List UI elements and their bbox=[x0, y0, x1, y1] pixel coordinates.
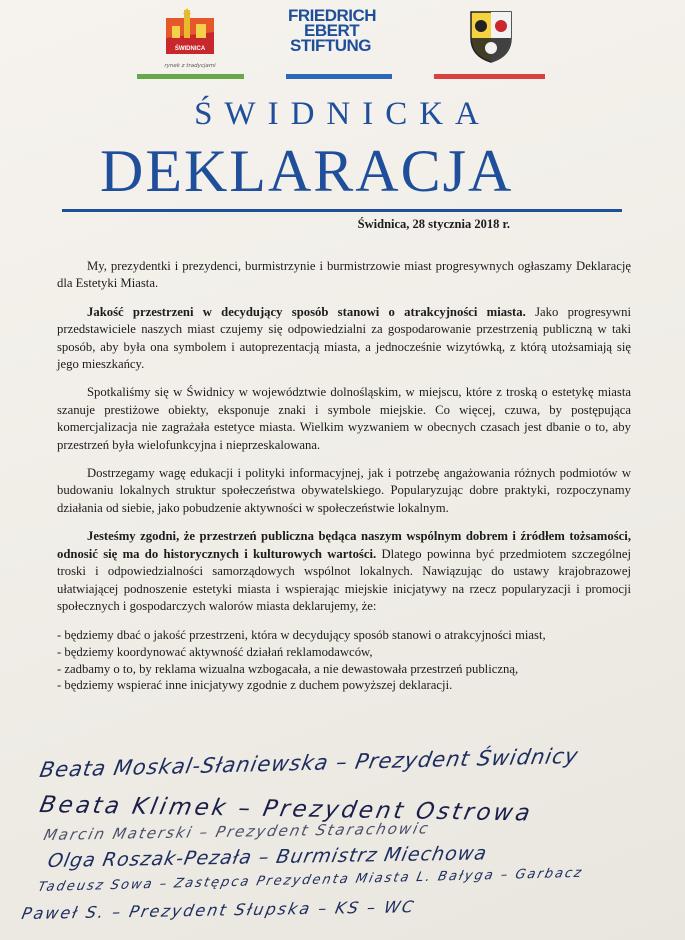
document-date: Świdnica, 28 stycznia 2018 r. bbox=[357, 217, 510, 231]
list-item: - będziemy wspierać inne inicjatywy zgodnie z duchem powyższej deklaracji. bbox=[57, 678, 453, 693]
swidnica-logo bbox=[150, 8, 230, 69]
paragraph-1: My, prezydentki i prezydenci, burmistrzynie i burmistrzowie miast progresywnych ogłaszamy Deklarację dla Estetyki Miasta. bbox=[57, 259, 631, 291]
fes-logo-line1: FRIEDRICH bbox=[288, 6, 377, 25]
blue-bar bbox=[286, 74, 392, 79]
paragraph-2-bold: Jakość przestrzeni w decydujący sposób stanowi o atrakcyjności miasta. bbox=[87, 304, 526, 319]
title-line-1: ŚWIDNICKA bbox=[194, 96, 491, 132]
paragraph-5-rest: Dlatego powinna być przedmiotem szczególnej troski i odpowiedzialności samorządowych wspólnot lokalnych. Nawiązując do ustawy krajobrazowej ułatwiającej podnoszenie estetyki miasta i wspierając miejskie inicjatywy na rzecz popularyzacji i promocji społecznych i gospodarczych walorów miasta deklarujemy, że: bbox=[57, 546, 631, 613]
swidnica-logo-name: ŚWIDNICA bbox=[174, 46, 206, 52]
swidnica-crest-icon bbox=[150, 8, 230, 60]
signature-5: Tadeusz Sowa – Zastępca Prezydenta Miasta L. Bałyga – Garbacz bbox=[36, 865, 585, 896]
red-bar bbox=[434, 74, 545, 79]
green-bar bbox=[137, 74, 244, 79]
signature-3: Marcin Materski – Prezydent Starachowic bbox=[41, 819, 432, 845]
fes-logo-line2: EBERT bbox=[304, 21, 360, 40]
declaration-body bbox=[57, 258, 631, 694]
swidnica-logo-tagline: rynek z tradycjami bbox=[164, 63, 216, 69]
paragraph-5 bbox=[57, 528, 631, 615]
title-line-2: DEKLARACJA bbox=[100, 138, 514, 204]
fes-logo-line3: STIFTUNG bbox=[290, 36, 371, 55]
fes-logo bbox=[288, 8, 388, 53]
signature-1: Beata Moskal-Słaniewska – Prezydent Świdnicy bbox=[37, 743, 581, 783]
signature-4: Olga Roszak-Pezała – Burmistrz Miechowa bbox=[45, 842, 490, 873]
coat-of-arms-logo bbox=[463, 8, 519, 69]
coat-of-arms-icon bbox=[463, 8, 519, 64]
list-item: - będziemy dbać o jakość przestrzeni, która w decydujący sposób stanowi o atrakcyjności miast, bbox=[57, 628, 546, 643]
paragraph-3: Spotkaliśmy się w Świdnicy w województwie dolnośląskim, w miejscu, które z troską o estetykę miasta szanuje prestiżowe obiekty, eksponuje znaki i symbole miejskie. Co więcej, czuwa, by postępująca komercjalizacja nie zagrażała estetyce miasta. Wielkim wyzwaniem w obecnych czasach jest dbanie o to, aby przestrzeń była wielofunkcyjna i nieprzeskalowana. bbox=[57, 385, 631, 452]
paragraph-5-bold: Jesteśmy zgodni, że przestrzeń publiczna będąca naszym wspólnym dobrem i źródłem tożsamości, odnosić się ma do historycznych i kulturowych wartości. bbox=[57, 529, 631, 561]
paragraph-2 bbox=[57, 304, 631, 374]
declaration-list bbox=[57, 627, 631, 693]
signature-2: Beata Klimek – Prezydent Ostrowa bbox=[37, 792, 536, 827]
list-item: - zadbamy o to, by reklama wizualna wzbogacała, a nie dewastowała przestrzeń publiczną, bbox=[57, 661, 519, 676]
paragraph-4: Dostrzegamy wagę edukacji i polityki informacyjnej, jak i potrzebę angażowania różnych podmiotów w budowaniu lokalnych struktur społeczeństwa obywatelskiego. Popularyzując dobre praktyki, rozpoczynamy działania od siebie, jako pobudzenie aktywności w społeczeństwie lokalnym. bbox=[57, 466, 631, 515]
paragraph-2-rest: Jako progresywni przedstawiciele naszych miast czujemy się odpowiedzialni za gospodarowanie przestrzenią publiczną w taki sposób, aby była ona symbolem i autoprezentacją miasta, a jednocześnie wizytówką, z którą utożsamiają się jego mieszkańcy. bbox=[57, 304, 632, 372]
list-item: - będziemy koordynować aktywność działań reklamodawców, bbox=[57, 644, 373, 659]
title-underline bbox=[62, 209, 622, 212]
signature-6: Paweł S. – Prezydent Słupska – KS – WC bbox=[20, 897, 418, 924]
